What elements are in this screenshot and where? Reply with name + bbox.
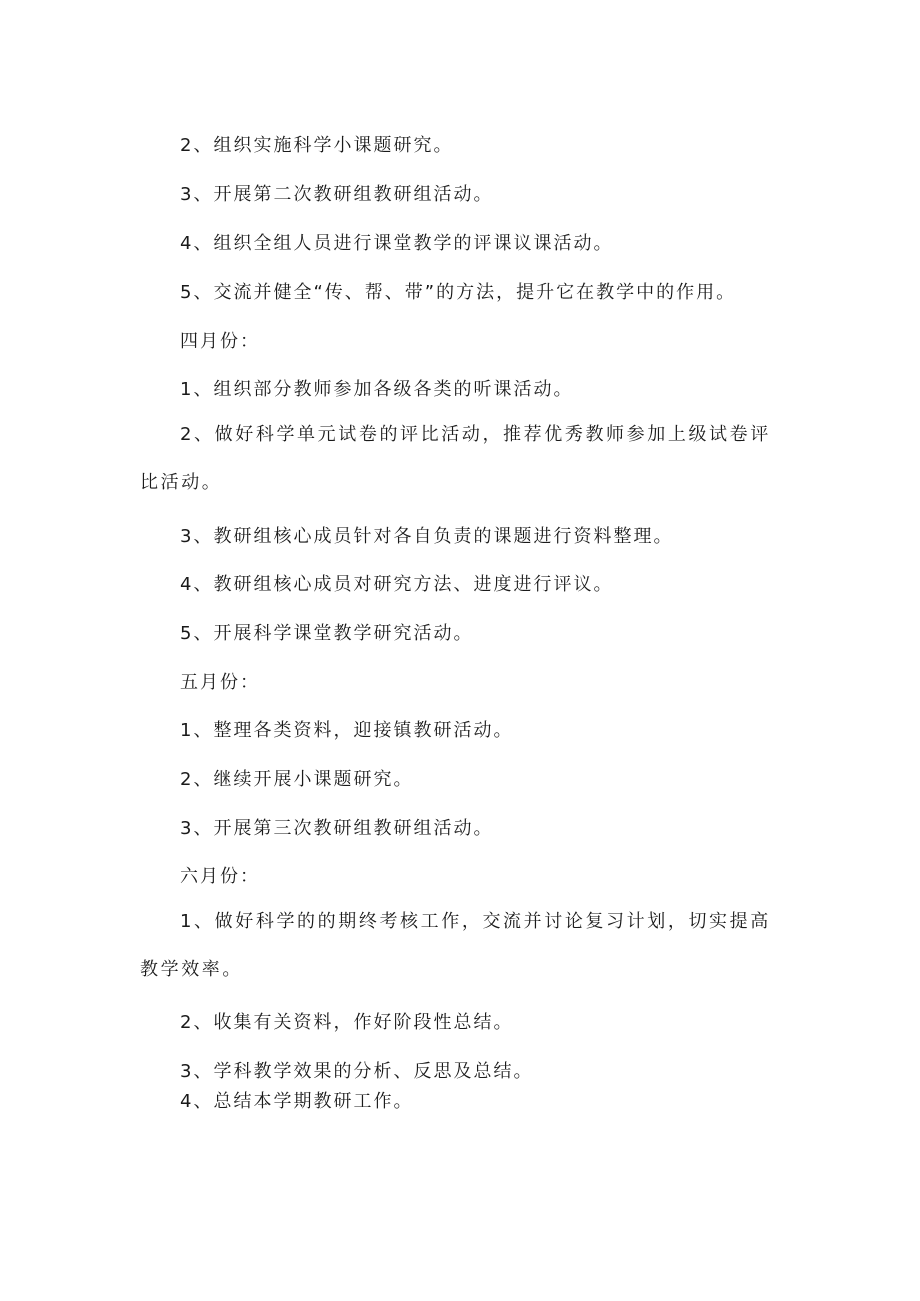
- paragraph: 4、总结本学期教研工作。: [180, 1091, 414, 1112]
- paragraph: 2、继续开展小课题研究。: [180, 769, 414, 790]
- paragraph: 3、教研组核心成员针对各自负责的课题进行资料整理。: [180, 526, 674, 547]
- paragraph: 4、教研组核心成员对研究方法、进度进行评议。: [180, 574, 614, 595]
- paragraph: 5、开展科学课堂教学研究活动。: [180, 623, 474, 644]
- paragraph: 1、做好科学的的期终考核工作，交流并讨论复习计划，切实提高教学效率。: [140, 911, 771, 980]
- paragraph: 1、组织部分教师参加各级各类的听课活动。: [180, 379, 574, 400]
- paragraph: 4、组织全组人员进行课堂教学的评课议课活动。: [180, 233, 614, 254]
- paragraph: 5、交流并健全“传、帮、带”的方法，提升它在教学中的作用。: [180, 282, 737, 303]
- paragraph: 2、收集有关资料，作好阶段性总结。: [180, 1012, 514, 1033]
- section-heading: 四月份：: [180, 331, 260, 352]
- paragraph: 3、开展第三次教研组教研组活动。: [180, 818, 494, 839]
- paragraph: 3、开展第二次教研组教研组活动。: [180, 184, 494, 205]
- section-heading: 六月份：: [180, 866, 260, 887]
- paragraph: 1、整理各类资料，迎接镇教研活动。: [180, 720, 514, 741]
- paragraph: 2、组织实施科学小课题研究。: [180, 135, 454, 156]
- paragraph: 3、学科教学效果的分析、反思及总结。: [180, 1061, 534, 1082]
- section-heading: 五月份：: [180, 672, 260, 693]
- paragraph: 2、做好科学单元试卷的评比活动，推荐优秀教师参加上级试卷评比活动。: [140, 424, 771, 493]
